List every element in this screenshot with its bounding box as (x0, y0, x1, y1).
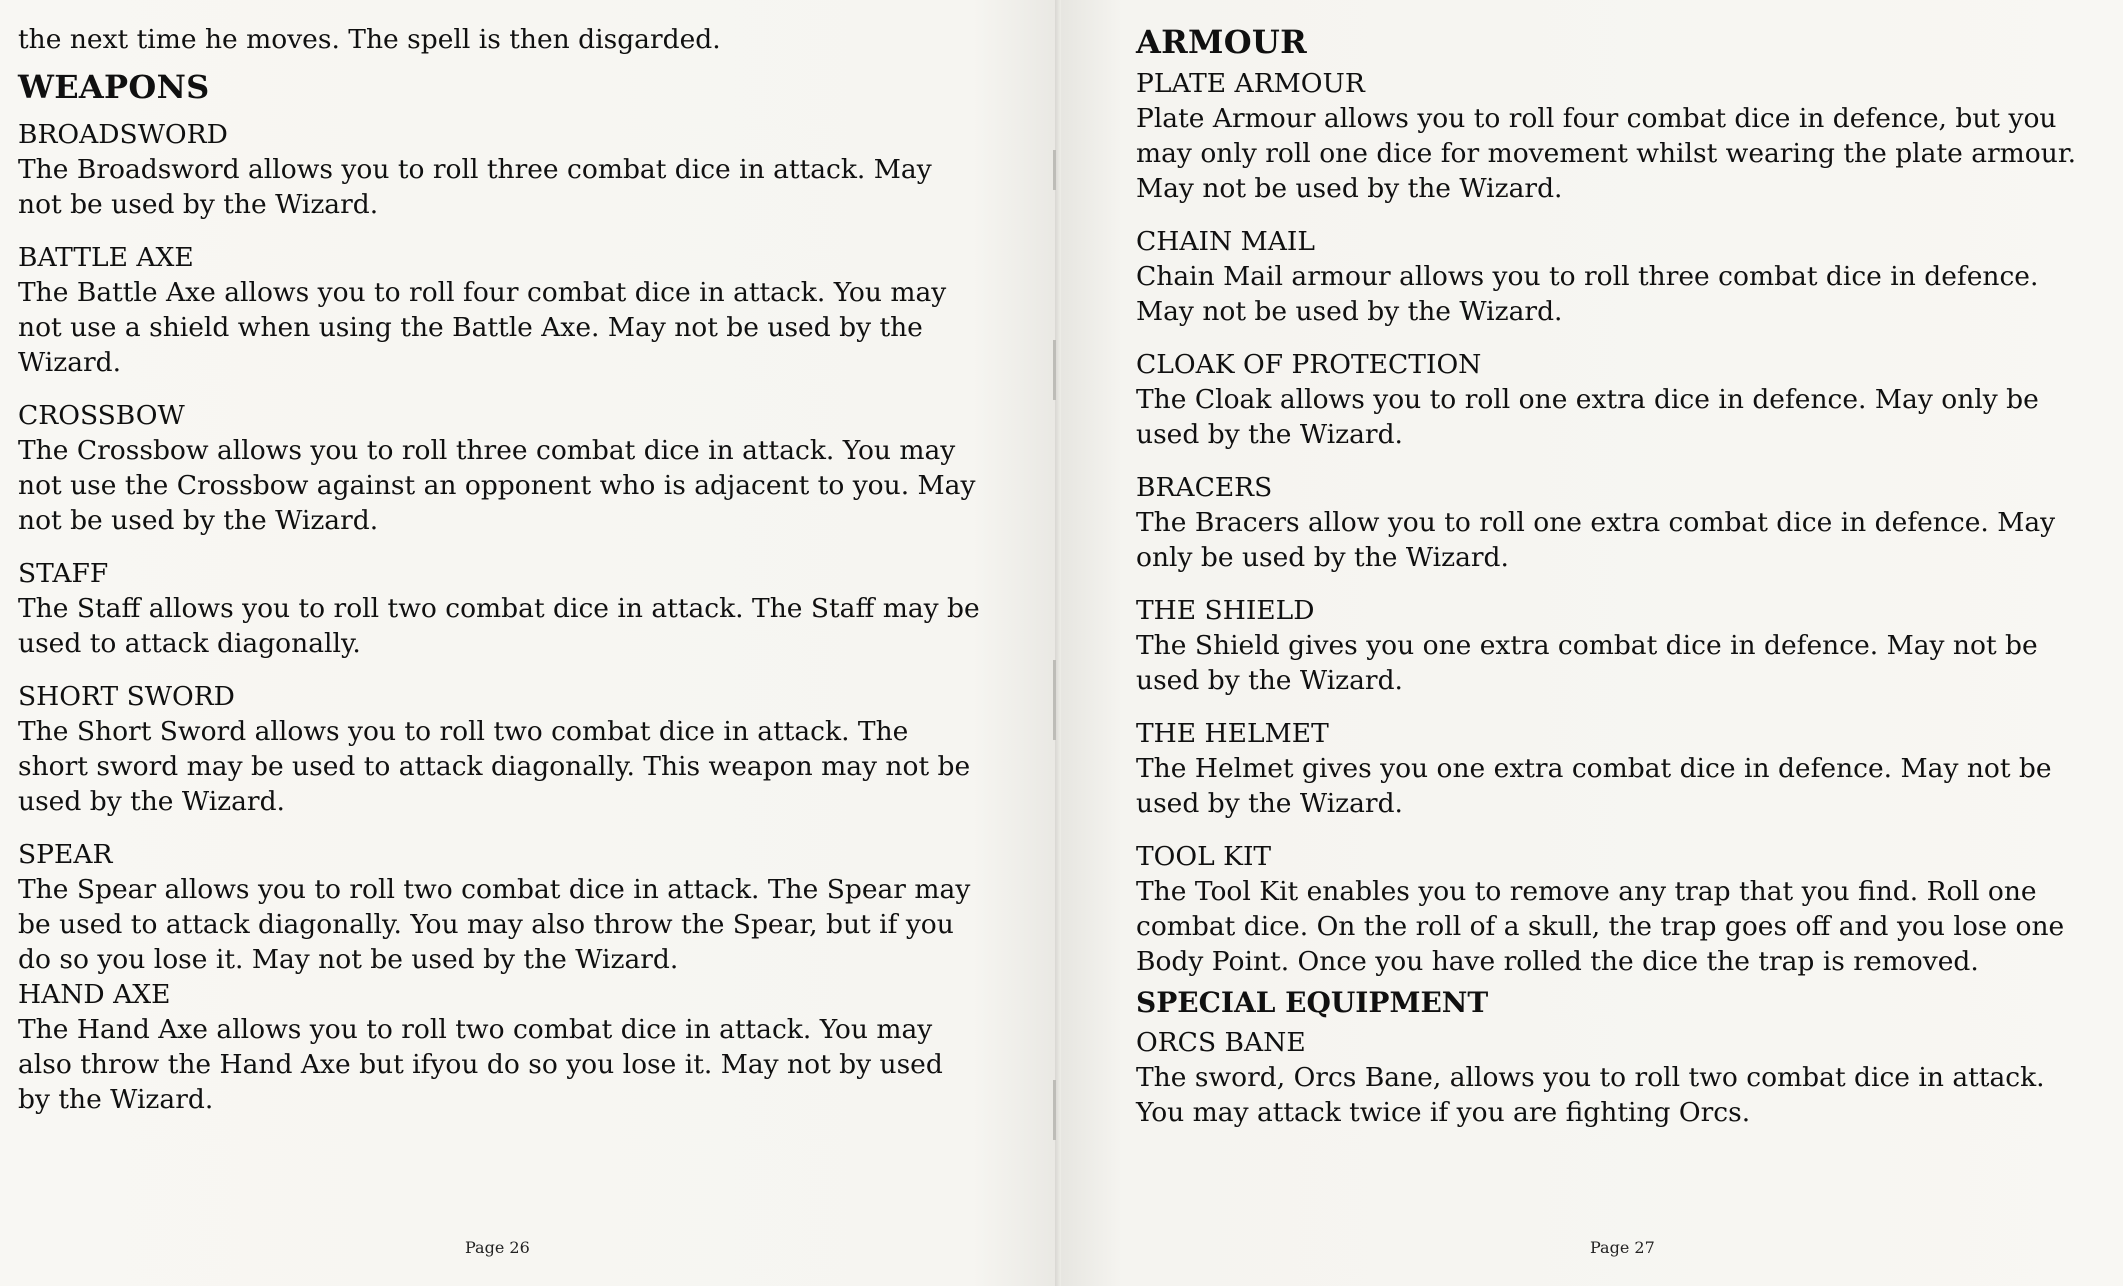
armour-entry (1136, 470, 2096, 575)
armour-name: CLOAK OF PROTECTION (1136, 349, 1482, 380)
armour-description: Chain Mail armour allows you to roll three combat dice in defence. May not be used by the Wizard. (1136, 261, 2039, 327)
armour-description: The Cloak allows you to roll one extra dice in defence. May only be used by the Wizard. (1136, 384, 2039, 450)
armour-name: PLATE ARMOUR (1136, 68, 1365, 99)
fold-mark (1053, 660, 1056, 740)
left-page (0, 0, 1058, 1286)
weapon-description: The Crossbow allows you to roll three combat dice in attack. You may not use the Crossbow against an opponent who is adjacent to you. May not be used by the Wizard. (18, 435, 976, 536)
fold-mark (1053, 1080, 1056, 1140)
armour-name: BRACERS (1136, 472, 1273, 503)
armour-name: THE HELMET (1136, 718, 1329, 749)
intro-line: the next time he moves. The spell is then disgarded. (18, 24, 721, 55)
armour-heading: ARMOUR (1136, 23, 1308, 61)
weapon-description: The Broadsword allows you to roll three combat dice in attack. May not be used by the Wizard. (18, 154, 932, 220)
weapon-name: CROSSBOW (18, 400, 185, 431)
armour-name: CHAIN MAIL (1136, 226, 1315, 257)
weapon-description: The Hand Axe allows you to roll two combat dice in attack. You may also throw the Hand Axe but ifyou do so you lose it. May not by used by the Wizard. (18, 1014, 943, 1115)
weapon-name: SHORT SWORD (18, 681, 235, 712)
weapon-description: The Staff allows you to roll two combat dice in attack. The Staff may be used to attack diagonally. (18, 593, 980, 659)
armour-entry (1136, 66, 2096, 206)
special-description: The sword, Orcs Bane, allows you to roll two combat dice in attack. You may attack twice if you are fighting Orcs. (1136, 1062, 2045, 1128)
armour-description: The Shield gives you one extra combat dice in defence. May not be used by the Wizard. (1136, 630, 2038, 696)
weapon-entry (18, 679, 983, 819)
special-entry (1136, 1025, 2096, 1130)
special-equipment-heading: SPECIAL EQUIPMENT (1136, 986, 1489, 1019)
page-number: Page 27 (1590, 1238, 1655, 1257)
armour-name: TOOL KIT (1136, 841, 1272, 872)
armour-description: The Bracers allow you to roll one extra combat dice in defence. May only be used by the Wizard. (1136, 507, 2056, 573)
armour-description: The Helmet gives you one extra combat dice in defence. May not be used by the Wizard. (1136, 753, 2052, 819)
armour-entry (1136, 224, 2096, 329)
page-number: Page 26 (465, 1238, 530, 1257)
armour-description: The Tool Kit enables you to remove any trap that you find. Roll one combat dice. On the roll of a skull, the trap goes off and you lose one Body Point. Once you have rolled the dice the trap is removed. (1136, 876, 2065, 977)
weapon-name: HAND AXE (18, 979, 171, 1010)
special-name: ORCS BANE (1136, 1027, 1306, 1058)
weapon-entry (18, 977, 983, 1117)
armour-entry (1136, 839, 2096, 979)
weapons-heading: WEAPONS (18, 68, 210, 106)
weapon-description: The Short Sword allows you to roll two combat dice in attack. The short sword may be used to attack diagonally. This weapon may not be used by the Wizard. (18, 716, 971, 817)
armour-entry (1136, 593, 2096, 698)
armour-name: THE SHIELD (1136, 595, 1315, 626)
fold-mark (1053, 340, 1056, 400)
left-column (18, 22, 983, 1117)
weapon-name: BROADSWORD (18, 119, 228, 150)
weapon-name: BATTLE AXE (18, 242, 194, 273)
armour-entry (1136, 716, 2096, 821)
right-column (1136, 22, 2096, 1130)
weapon-entry (18, 837, 983, 977)
fold-mark (1053, 150, 1056, 190)
weapon-entry (18, 398, 983, 538)
weapon-entry (18, 117, 983, 222)
weapon-name: SPEAR (18, 839, 113, 870)
right-page (1058, 0, 2123, 1286)
armour-entry (1136, 347, 2096, 452)
weapon-name: STAFF (18, 558, 109, 589)
weapon-entry (18, 556, 983, 661)
weapon-entry (18, 240, 983, 380)
armour-description: Plate Armour allows you to roll four combat dice in defence, but you may only roll one dice for movement whilst wearing the plate armour. May not be used by the Wizard. (1136, 103, 2077, 204)
weapon-description: The Spear allows you to roll two combat dice in attack. The Spear may be used to attack diagonally. You may also throw the Spear, but if you do so you lose it. May not be used by the Wizard. (18, 874, 971, 975)
weapon-description: The Battle Axe allows you to roll four combat dice in attack. You may not use a shield when using the Battle Axe. May not be used by the Wizard. (18, 277, 947, 378)
